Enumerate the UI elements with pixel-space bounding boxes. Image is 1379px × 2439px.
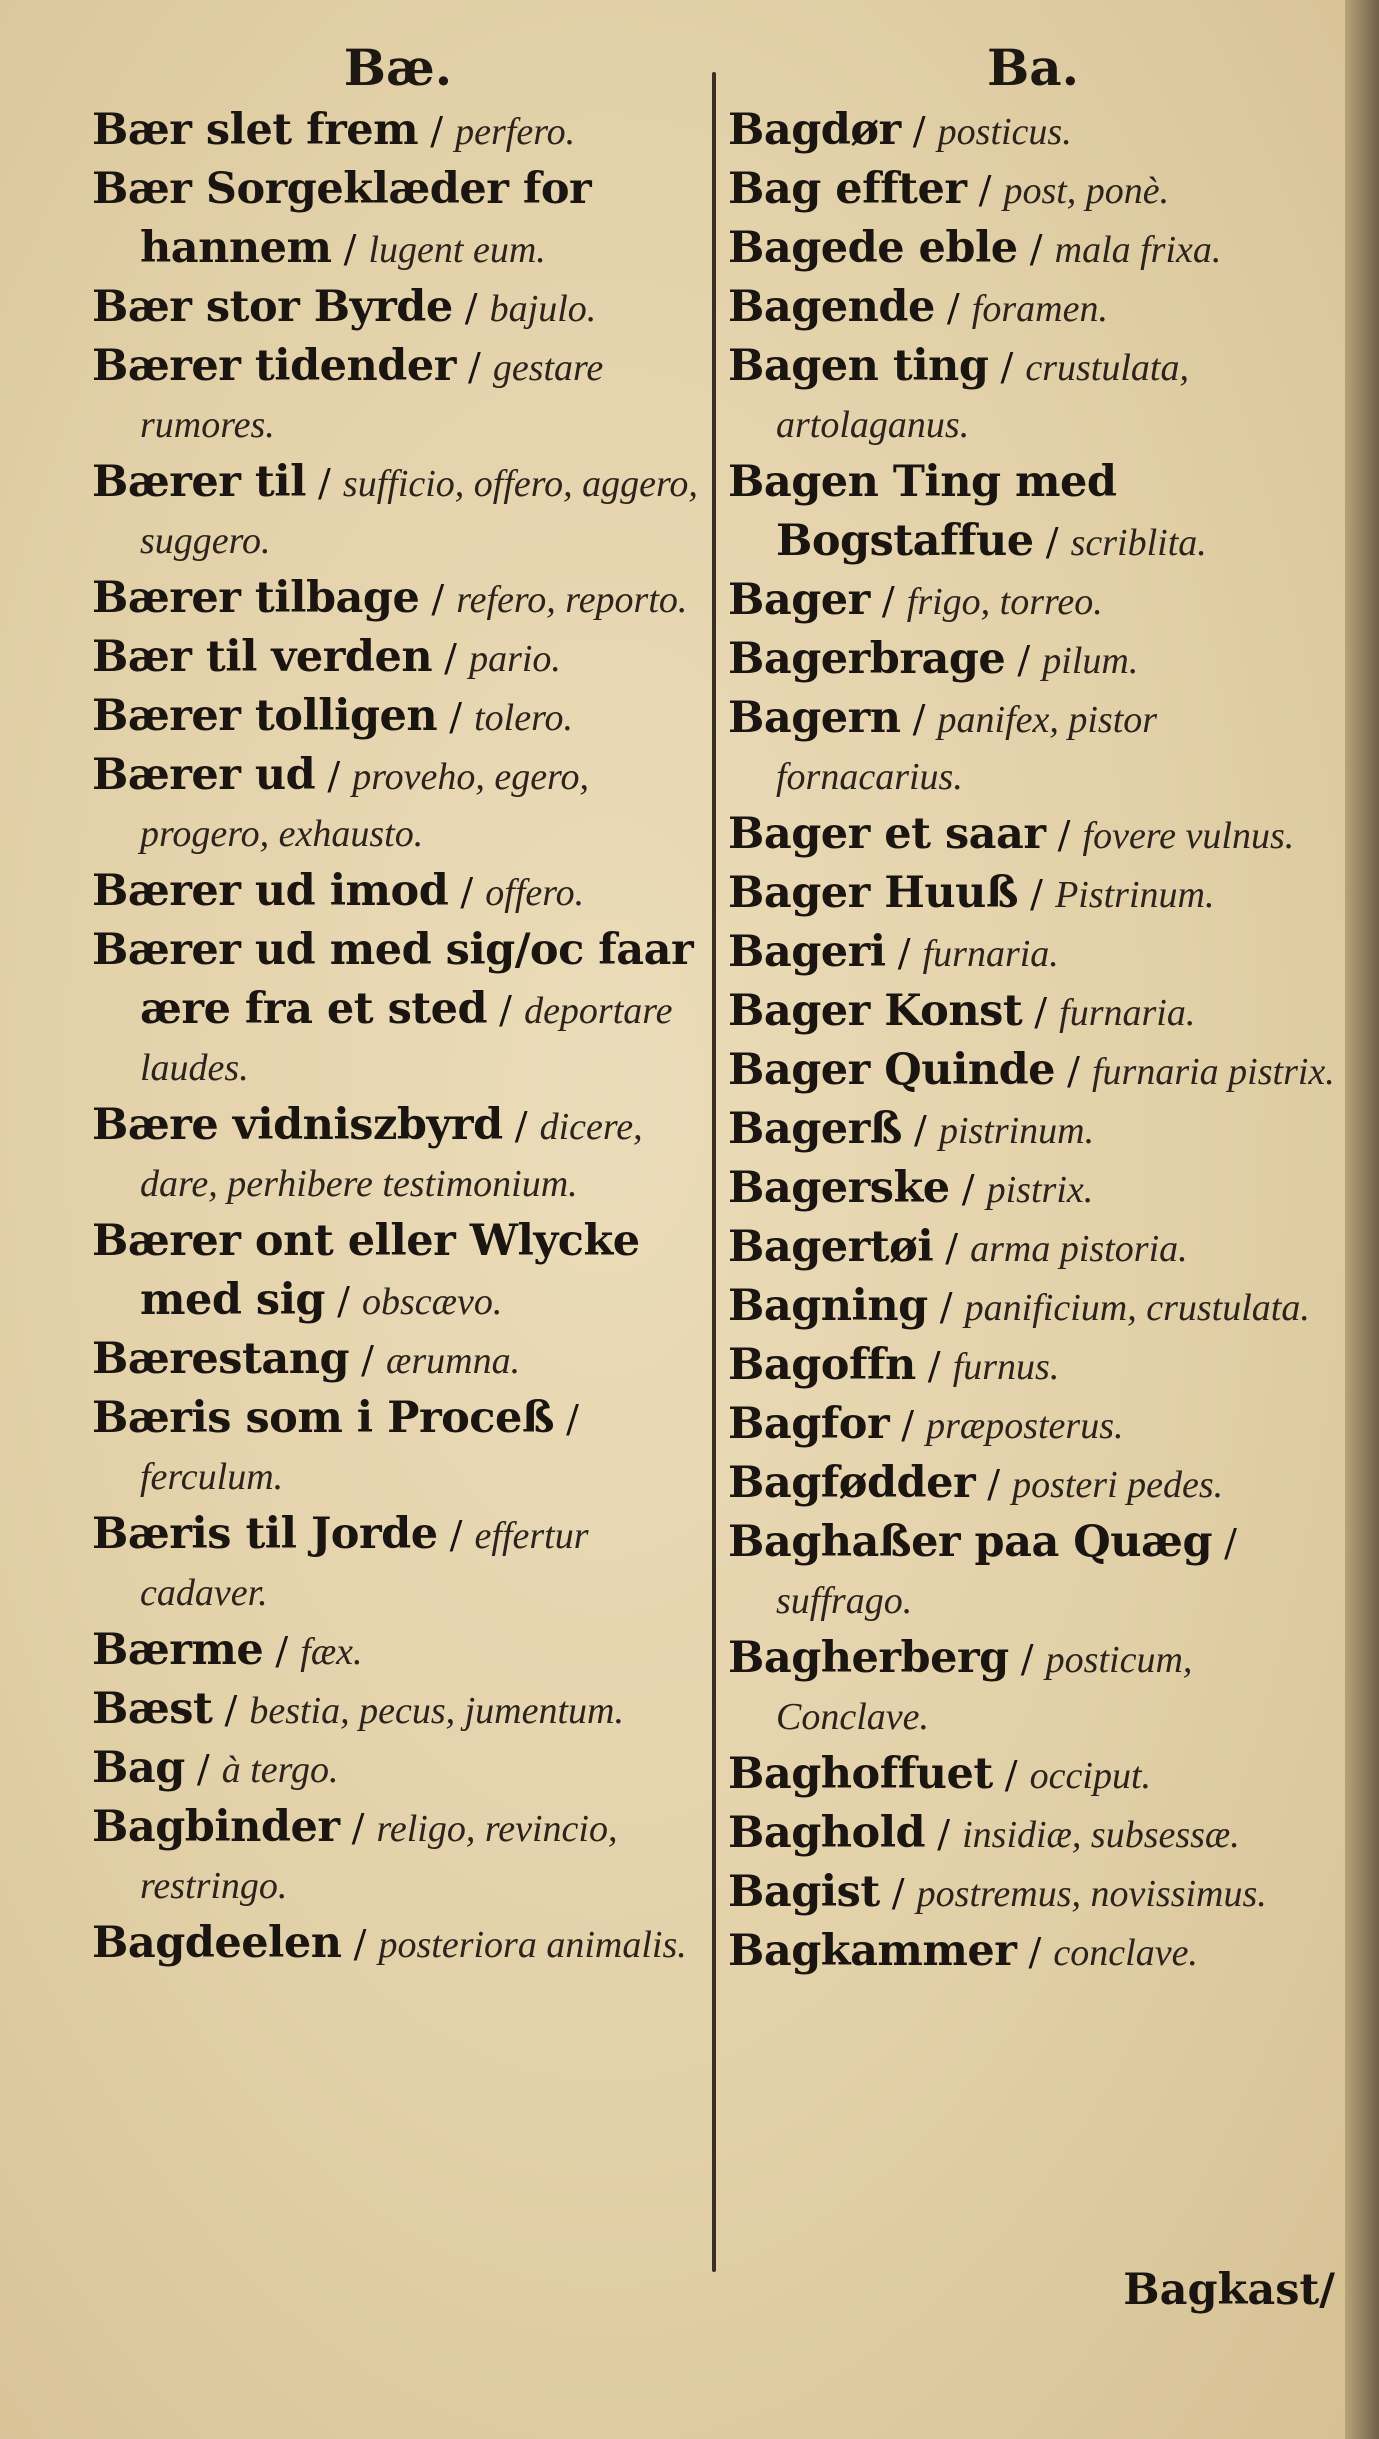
entry-latin-gloss: refero, reporto. <box>456 579 688 621</box>
dictionary-entry <box>92 863 704 922</box>
dictionary-entry <box>728 161 1338 220</box>
catchword: Bagkast/ <box>1123 2265 1335 2315</box>
dictionary-entry <box>728 690 1338 806</box>
dictionary-entry <box>728 1160 1338 1219</box>
entry-separator: / <box>349 1338 387 1382</box>
dictionary-entry <box>728 279 1338 338</box>
entry-latin-gloss: gestare rumores. <box>140 347 604 446</box>
entry-latin-gloss: panificium, crustulata. <box>964 1287 1310 1329</box>
entry-latin-gloss: postremus, novissimus. <box>916 1873 1267 1915</box>
dictionary-entry <box>92 279 704 338</box>
entry-separator: / <box>966 168 1004 212</box>
entry-latin-gloss: conclave. <box>1053 1932 1198 1974</box>
entry-headword: Bagern <box>728 693 901 743</box>
entry-latin-gloss: suffrago. <box>776 1580 913 1622</box>
entry-latin-gloss: bajulo. <box>489 288 597 330</box>
entry-headword: Bagist <box>728 1867 880 1917</box>
entry-latin-gloss: obscævo. <box>361 1281 503 1323</box>
dictionary-entry <box>92 1213 704 1331</box>
entry-latin-gloss: occiput. <box>1029 1755 1152 1797</box>
entry-latin-gloss: foramen. <box>971 288 1108 330</box>
entry-latin-gloss: arma pistoria. <box>970 1228 1188 1270</box>
entry-latin-gloss: crustulata, artolaganus. <box>776 347 1189 446</box>
entry-latin-gloss: pistrix. <box>986 1169 1094 1211</box>
entry-headword: Bæris som i Proceß <box>92 1393 554 1443</box>
entry-latin-gloss: lugent eum. <box>368 229 546 271</box>
entry-headword: Bager Quinde <box>728 1045 1055 1095</box>
entry-separator: / <box>455 345 493 389</box>
entry-latin-gloss: furnus. <box>952 1346 1060 1388</box>
entry-separator: / <box>900 109 938 153</box>
entry-separator: / <box>1045 813 1083 857</box>
entry-headword: Bager Konst <box>728 986 1023 1036</box>
dictionary-entry <box>728 102 1338 161</box>
entry-headword: Bagning <box>728 1281 928 1331</box>
entry-headword: Bagerß <box>728 1104 902 1154</box>
entry-separator: / <box>212 1688 250 1732</box>
entry-separator: / <box>915 1344 953 1388</box>
dictionary-entry <box>728 454 1338 572</box>
dictionary-entry <box>728 865 1338 924</box>
entry-separator: / <box>448 870 486 914</box>
entry-headword: Bærer ud <box>92 750 316 800</box>
entry-separator: / <box>1212 1521 1237 1565</box>
entry-separator: / <box>325 1279 362 1323</box>
entry-headword: Bager et saar <box>728 809 1046 859</box>
entry-separator: / <box>1017 227 1055 271</box>
dictionary-entry <box>728 1514 1338 1630</box>
dictionary-entry <box>92 1681 704 1740</box>
entry-separator: / <box>184 1747 222 1791</box>
entry-separator: / <box>949 1167 987 1211</box>
entry-headword: Bagfødder <box>728 1458 976 1508</box>
entry-latin-gloss: à tergo. <box>221 1749 339 1791</box>
entry-separator: / <box>502 1104 540 1148</box>
dictionary-entry <box>728 1042 1338 1101</box>
entry-separator: / <box>331 227 369 271</box>
entry-headword: Bæst <box>92 1684 213 1734</box>
entry-headword: Bagen Ting med Bogstaffue <box>728 457 1117 566</box>
entry-latin-gloss: scriblita. <box>1070 522 1207 564</box>
entry-headword: Bærer ont eller Wlycke med sig <box>92 1216 640 1325</box>
dictionary-entry <box>92 1740 704 1799</box>
dictionary-entry <box>728 1278 1338 1337</box>
entry-separator: / <box>992 1753 1030 1797</box>
entry-headword: Bærer til <box>92 457 306 507</box>
entry-headword: Bagertøi <box>728 1222 934 1272</box>
entry-latin-gloss: pario. <box>469 638 561 680</box>
dictionary-entry <box>92 1915 704 1974</box>
entry-separator: / <box>437 1513 475 1557</box>
entry-headword: Bagende <box>728 282 935 332</box>
entry-latin-gloss: ferculum. <box>140 1456 284 1498</box>
entry-latin-gloss: furnaria. <box>1059 992 1196 1034</box>
entry-headword: Bagerbrage <box>728 634 1006 684</box>
dictionary-entry <box>92 1331 704 1390</box>
entry-separator: / <box>901 1108 939 1152</box>
entry-latin-gloss: ærumna. <box>386 1340 521 1382</box>
dictionary-entry <box>728 1337 1338 1396</box>
entry-headword: Bæris til Jorde <box>92 1509 438 1559</box>
entry-latin-gloss: post, ponè. <box>1003 170 1170 212</box>
entry-headword: Bagbinder <box>92 1802 340 1852</box>
dictionary-entry <box>92 338 704 454</box>
dictionary-entry <box>728 983 1338 1042</box>
dictionary-entry <box>728 1455 1338 1514</box>
dictionary-entry <box>92 688 704 747</box>
left-running-head: Bæ. <box>343 38 453 97</box>
dictionary-entry <box>728 1396 1338 1455</box>
entry-separator: / <box>553 1397 579 1441</box>
entry-headword: Bag effter <box>728 164 967 214</box>
entry-separator: / <box>432 636 470 680</box>
right-running-head: Ba. <box>986 38 1080 97</box>
entry-headword: Bær til verden <box>92 632 433 682</box>
right-entry-list <box>728 102 1338 1982</box>
entry-separator: / <box>452 286 490 330</box>
entry-separator: / <box>487 988 525 1032</box>
entry-latin-gloss: pistrinum. <box>938 1110 1095 1152</box>
dictionary-entry <box>92 629 704 688</box>
left-column <box>92 40 704 1974</box>
entry-latin-gloss: frigo, torreo. <box>906 581 1103 623</box>
entry-separator: / <box>885 931 923 975</box>
entry-headword: Bagoffn <box>728 1340 916 1390</box>
dictionary-entry <box>92 1799 704 1915</box>
entry-headword: Bager <box>728 575 870 625</box>
entry-headword: Bagdør <box>728 105 901 155</box>
dictionary-entry <box>92 161 704 279</box>
entry-latin-gloss: mala frixa. <box>1054 229 1222 271</box>
dictionary-entry <box>728 572 1338 631</box>
dictionary-entry <box>92 922 704 1097</box>
entry-headword: Bagdeelen <box>92 1918 342 1968</box>
entry-headword: Bagen ting <box>728 341 989 391</box>
dictionary-entry <box>728 1101 1338 1160</box>
entry-headword: Bærestang <box>92 1334 350 1384</box>
dictionary-entry <box>728 631 1338 690</box>
dictionary-entry <box>92 1622 704 1681</box>
dictionary-entry <box>92 1390 704 1506</box>
entry-separator: / <box>1005 638 1043 682</box>
entry-separator: / <box>315 754 353 798</box>
entry-separator: / <box>1008 1637 1046 1681</box>
dictionary-entry <box>728 806 1338 865</box>
dictionary-entry <box>92 102 704 161</box>
entry-headword: Bærer ud med sig/oc faar ære fra et sted <box>92 925 694 1034</box>
entry-separator: / <box>437 695 475 739</box>
dictionary-entry <box>728 338 1338 454</box>
dictionary-entry <box>728 1630 1338 1746</box>
entry-latin-gloss: insidiæ, subsessæ. <box>962 1814 1240 1856</box>
entry-headword: Bær stor Byrde <box>92 282 453 332</box>
dictionary-entry <box>92 454 704 570</box>
entry-separator: / <box>419 577 457 621</box>
entry-separator: / <box>925 1812 963 1856</box>
entry-separator: / <box>927 1285 965 1329</box>
entry-headword: Bagede eble <box>728 223 1018 273</box>
dictionary-entry <box>92 1506 704 1622</box>
entry-latin-gloss: effertur cadaver. <box>140 1515 589 1614</box>
left-entry-list <box>92 102 704 1974</box>
entry-separator: / <box>1022 990 1060 1034</box>
entry-headword: Bager Huuß <box>728 868 1019 918</box>
entry-separator: / <box>879 1871 917 1915</box>
entry-latin-gloss: sufficio, offero, aggero, suggero. <box>140 463 698 562</box>
entry-headword: Bærer tidender <box>92 341 456 391</box>
dictionary-entry <box>728 1805 1338 1864</box>
dictionary-entry <box>728 1219 1338 1278</box>
entry-latin-gloss: fæx. <box>300 1631 363 1673</box>
book-gutter <box>1345 0 1379 2439</box>
right-column <box>728 40 1338 1982</box>
column-divider <box>712 72 716 2272</box>
entry-latin-gloss: dicere, dare, perhibere testimonium. <box>140 1106 643 1205</box>
entry-latin-gloss: posticus. <box>937 111 1072 153</box>
entry-latin-gloss: præposterus. <box>926 1405 1124 1447</box>
entry-latin-gloss: tolero. <box>474 697 573 739</box>
entry-headword: Bærer ud imod <box>92 866 449 916</box>
entry-headword: Bagerske <box>728 1163 950 1213</box>
dictionary-entry <box>728 1864 1338 1923</box>
entry-headword: Bageri <box>728 927 886 977</box>
entry-headword: Bærer tolligen <box>92 691 438 741</box>
entry-headword: Bagfor <box>728 1399 890 1449</box>
entry-latin-gloss: perfero. <box>455 111 576 153</box>
entry-headword: Bære vidniszbyrd <box>92 1100 503 1150</box>
entry-separator: / <box>305 461 343 505</box>
entry-separator: / <box>1016 1930 1054 1974</box>
entry-latin-gloss: panifex, pistor fornacarius. <box>776 699 1158 798</box>
entry-separator: / <box>1018 872 1056 916</box>
dictionary-entry <box>728 1923 1338 1982</box>
entry-latin-gloss: fovere vulnus. <box>1082 815 1295 857</box>
entry-headword: Bær slet frem <box>92 105 419 155</box>
entry-latin-gloss: posteri pedes. <box>1012 1464 1224 1506</box>
entry-headword: Bærme <box>92 1625 264 1675</box>
entry-headword: Baghold <box>728 1808 926 1858</box>
entry-headword: Bag <box>92 1743 185 1793</box>
entry-separator: / <box>889 1403 927 1447</box>
entry-latin-gloss: furnaria. <box>922 933 1059 975</box>
entry-separator: / <box>263 1629 301 1673</box>
dictionary-entry <box>92 570 704 629</box>
entry-headword: Bærer tilbage <box>92 573 420 623</box>
entry-latin-gloss: furnaria pistrix. <box>1091 1051 1335 1093</box>
entry-separator: / <box>339 1806 377 1850</box>
entry-latin-gloss: proveho, egero, progero, exhausto. <box>140 756 589 855</box>
entry-separator: / <box>418 109 456 153</box>
entry-separator: / <box>933 1226 971 1270</box>
entry-latin-gloss: posticum, Conclave. <box>776 1639 1193 1738</box>
entry-latin-gloss: Pistrinum. <box>1055 874 1215 916</box>
entry-separator: / <box>900 697 938 741</box>
dictionary-entry <box>728 924 1338 983</box>
dictionary-entry <box>728 1746 1338 1805</box>
dictionary-entry <box>728 220 1338 279</box>
entry-headword: Baghaßer paa Quæg <box>728 1517 1213 1567</box>
entry-latin-gloss: offero. <box>485 872 585 914</box>
entry-headword: Bagherberg <box>728 1633 1009 1683</box>
entry-separator: / <box>934 286 972 330</box>
entry-separator: / <box>869 579 907 623</box>
entry-separator: / <box>341 1922 379 1966</box>
entry-separator: / <box>975 1462 1013 1506</box>
entry-latin-gloss: posteriora animalis. <box>378 1924 687 1966</box>
dictionary-entry <box>92 747 704 863</box>
entry-latin-gloss: bestia, pecus, jumentum. <box>249 1690 624 1732</box>
entry-latin-gloss: religo, revincio, restringo. <box>140 1808 618 1907</box>
entry-headword: Baghoffuet <box>728 1749 993 1799</box>
entry-latin-gloss: deportare laudes. <box>140 990 673 1089</box>
entry-latin-gloss: pilum. <box>1042 640 1139 682</box>
entry-headword: Bagkammer <box>728 1926 1017 1976</box>
entry-separator: / <box>1055 1049 1092 1093</box>
entry-separator: / <box>1033 520 1071 564</box>
entry-separator: / <box>988 345 1026 389</box>
dictionary-entry <box>92 1097 704 1213</box>
entry-headword: Bær Sorgeklæder for hannem <box>92 164 592 273</box>
